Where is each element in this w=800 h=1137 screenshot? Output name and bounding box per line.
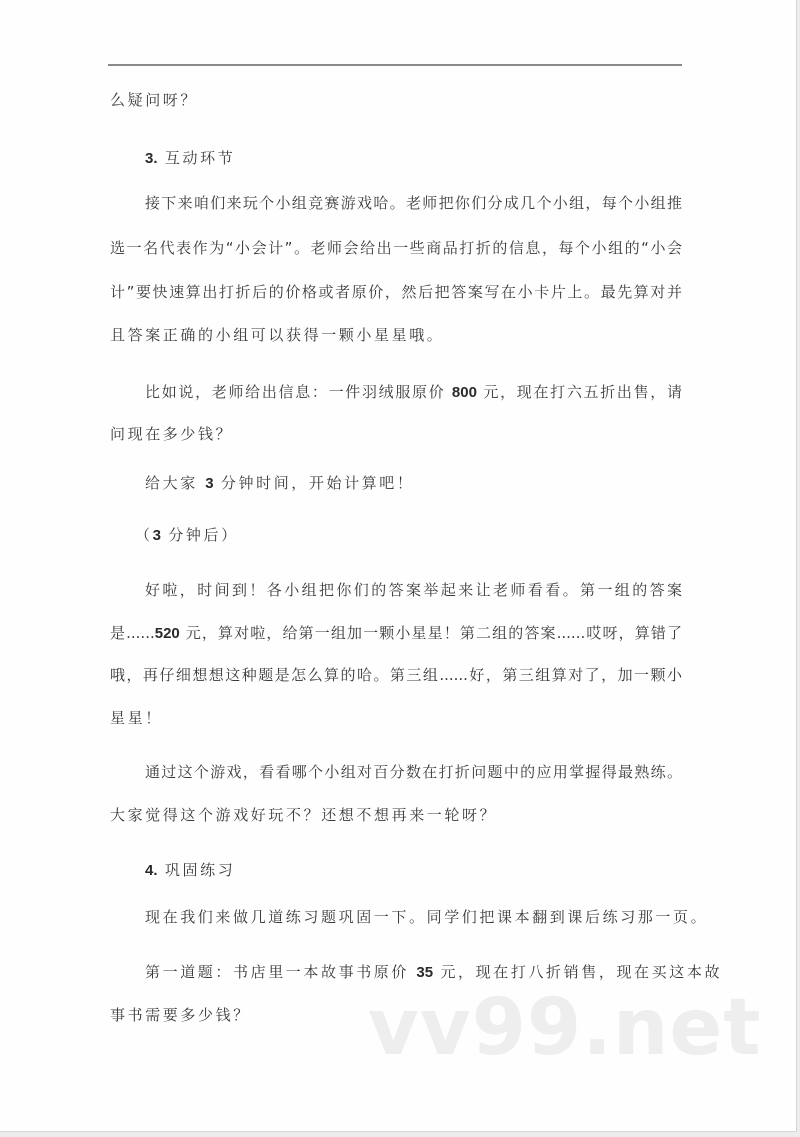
paragraph-line xyxy=(145,473,682,494)
text-span: （ xyxy=(135,526,153,544)
paragraph-line xyxy=(145,382,682,403)
text-span: 是...... xyxy=(110,624,155,642)
text-span: 分钟后） xyxy=(168,526,239,544)
heading-number: 3. xyxy=(145,150,158,167)
text-line: 么疑问呀？ xyxy=(110,91,199,109)
text-span: 元，算对啦，给第一组加一颗小星星！第二组的答案......哎呀，算错了 xyxy=(185,624,682,642)
paragraph-line: 现在我们来做几道练习题巩固一下。同学们把课本翻到课后练习那一页。 xyxy=(145,908,709,926)
paragraph-line: 好啦，时间到！各小组把你们的答案举起来让老师看看。第一组的答案 xyxy=(145,581,682,599)
paragraph-line: 大家觉得这个游戏好玩不？还想不想再来一轮呀？ xyxy=(110,806,498,824)
heading-number: 4. xyxy=(145,862,158,879)
text-span: 给大家 xyxy=(145,474,198,492)
paragraph-line: 星星！ xyxy=(110,709,163,727)
paragraph-line xyxy=(135,525,707,546)
watermark-text: vv99.net xyxy=(368,983,762,1073)
paragraph-line xyxy=(110,623,682,644)
paragraph-line: 事书需要多少钱？ xyxy=(110,1006,251,1024)
paragraph-line: 通过这个游戏，看看哪个小组对百分数在打折问题中的应用掌握得最熟练。 xyxy=(145,763,682,781)
answer-number: 520 xyxy=(154,625,180,642)
text-span: 第一道题：书店里一本故事书原价 xyxy=(145,963,410,981)
paragraph-line: 哦，再仔细想想这种题是怎么算的哈。第三组......好，第三组算对了，加一颗小 xyxy=(110,666,682,684)
text-span: 比如说，老师给出信息：一件羽绒服原价 xyxy=(145,383,446,401)
section-heading-4 xyxy=(145,860,717,881)
header-rule xyxy=(108,64,682,66)
heading-text: 互动环节 xyxy=(164,149,236,167)
section-heading-3 xyxy=(145,148,717,169)
paragraph-line: 接下来咱们来玩个小组竞赛游戏哈。老师把你们分成几个小组，每个小组推 xyxy=(145,194,682,212)
paragraph-line: 且答案正确的小组可以获得一颗小星星哦。 xyxy=(110,326,445,344)
minutes-number: 3 xyxy=(152,527,161,544)
paragraph-line: 问现在多少钱？ xyxy=(110,425,234,443)
paragraph-line xyxy=(145,962,723,983)
minutes-number: 3 xyxy=(205,475,214,492)
text-span: 元，现在打八折销售，现在买这本故 xyxy=(440,963,723,981)
heading-text: 巩固练习 xyxy=(164,861,236,879)
price-number: 800 xyxy=(451,384,477,401)
text-span: 元，现在打六五折出售，请 xyxy=(483,383,682,401)
paragraph-line: 选一名代表作为“小会计”。老师会给出一些商品打折的信息，每个小组的“小会 xyxy=(110,239,682,257)
price-number: 35 xyxy=(416,964,434,981)
paragraph-line: 计”要快速算出打折后的价格或者原价，然后把答案写在小卡片上。最先算对并 xyxy=(110,283,682,301)
text-span: 分钟时间，开始计算吧！ xyxy=(220,474,415,492)
